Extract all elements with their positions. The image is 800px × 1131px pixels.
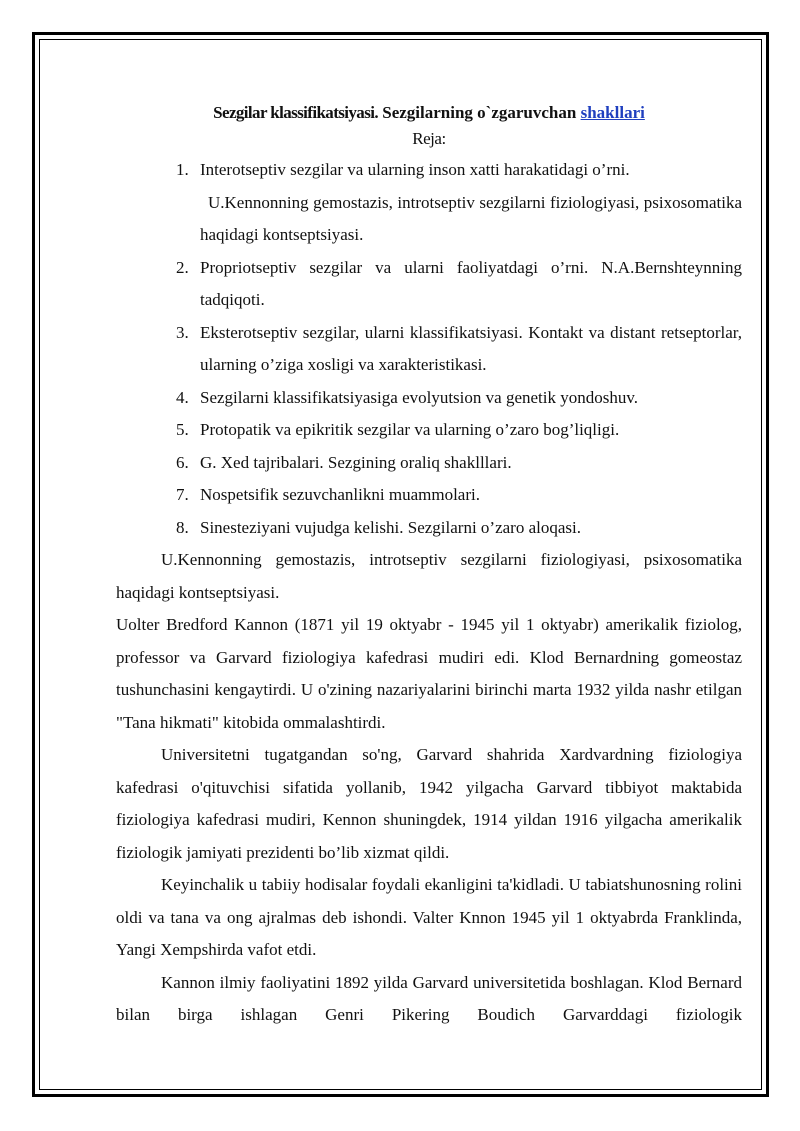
plan-item-text: Sinesteziyani vujudga kelishi. Sezgilarni o’zaro aloqasi. [200,517,581,537]
plan-heading: Reja: [412,129,446,148]
plan-item [116,479,742,512]
plan-item-number: 8. [176,517,189,537]
plan-item [116,252,742,317]
plan-item [116,317,742,382]
title-part-a: Sezgilar klassifikatsiyasi. [213,103,378,122]
plan-list [116,154,742,544]
plan-item-number: 4. [176,387,189,407]
plan-item-text: Sezgilarni klassifikatsiyasiga evolyutsion va genetik yondoshuv. [200,387,638,407]
document-title [116,100,742,126]
plan-item-number: 2. [176,257,189,277]
plan-item [116,512,742,545]
plan-item-number: 6. [176,452,189,472]
paragraph-career: Universitetni tugatgandan so'ng, Garvard shahrida Xardvardning fiziologiya kafedrasi o'qituvchisi sifatida yollanib, 1942 yilgacha Garvard tibbiyot maktabida fiziologiya kafedrasi mudiri, Kennon shuningdek, 1914 yildan 1916 yilgacha amerikalik fiziologik jamiyati prezidenti bo’lib xizmat qildi. [116,745,742,862]
plan-item-text: Eksterotseptiv sezgilar, ularni klassifikatsiyasi. Kontakt va distant retseptorlar, ularning o’ziga xosligi va xarakteristikasi. [200,322,742,374]
plan-item-text: Nospetsifik sezuvchanlikni muammolari. [200,485,480,504]
title-link-shakllari[interactable]: shakllari [580,103,645,122]
paragraph-research: Kannon ilmiy faoliyatini 1892 yilda Garvard universitetida boshlagan. Klod Bernard bilan birga ishlagan Genri Pikering Boudich Garvarddagi fiziologik [116,972,742,1024]
plan-item [116,414,742,447]
plan-item [116,187,742,252]
plan-item-number: 5. [176,420,189,439]
plan-item [116,447,742,480]
plan-item-text: U.Kennonning gemostazis, introtseptiv sezgilarni fiziologiyasi, psixosomatika haqidagi kontseptsiyasi. [200,192,742,244]
document-body [116,96,742,1032]
plan-item-text: G. Xed tajribalari. Sezgining oraliq shaklllari. [200,452,512,472]
plan-item-text: Propriotseptiv sezgilar va ularni faoliyatdagi o’rni. N.A.Bernshteynning tadqiqoti. [200,257,742,309]
plan-item-text: Interotseptiv sezgilar va ularning inson xatti harakatidagi o’rni. [200,160,630,179]
plan-item [116,154,742,187]
paragraph-concept: U.Kennonning gemostazis, introtseptiv sezgilarni fiziologiyasi, psixosomatika haqidagi kontseptsiyasi. [116,550,742,602]
plan-item-text: Protopatik va epikritik sezgilar va ularning o’zaro bog’liqligi. [200,420,620,439]
plan-item-number: 3. [176,322,189,342]
paragraph-views: Keyinchalik u tabiiy hodisalar foydali ekanligini ta'kidladi. U tabiatshunosning rolini oldi va tana va ong ajralmas deb ishondi. Valter Knnon 1945 yil 1 oktyabrda Franklinda, Yangi Xempshirda vafot etdi. [116,875,742,959]
plan-item-number: 1. [176,160,189,179]
plan-item [116,382,742,415]
paragraph-biography: Uolter Bredford Kannon (1871 yil 19 oktyabr - 1945 yil 1 oktyabr) amerikalik fiziolog, professor va Garvard fiziologiya kafedrasi mudiri edi. Klod Bernardning gomeostaz tushunchasini kengaytirdi. U o'zining nazariyalarini birinchi marta 1932 yilda nashr etilgan "Tana hikmati" kitobida ommalashtirdi. [116,615,742,732]
title-part-b: Sezgilarning o`zgaruvchan [378,103,581,122]
plan-item-number: 7. [176,485,189,504]
